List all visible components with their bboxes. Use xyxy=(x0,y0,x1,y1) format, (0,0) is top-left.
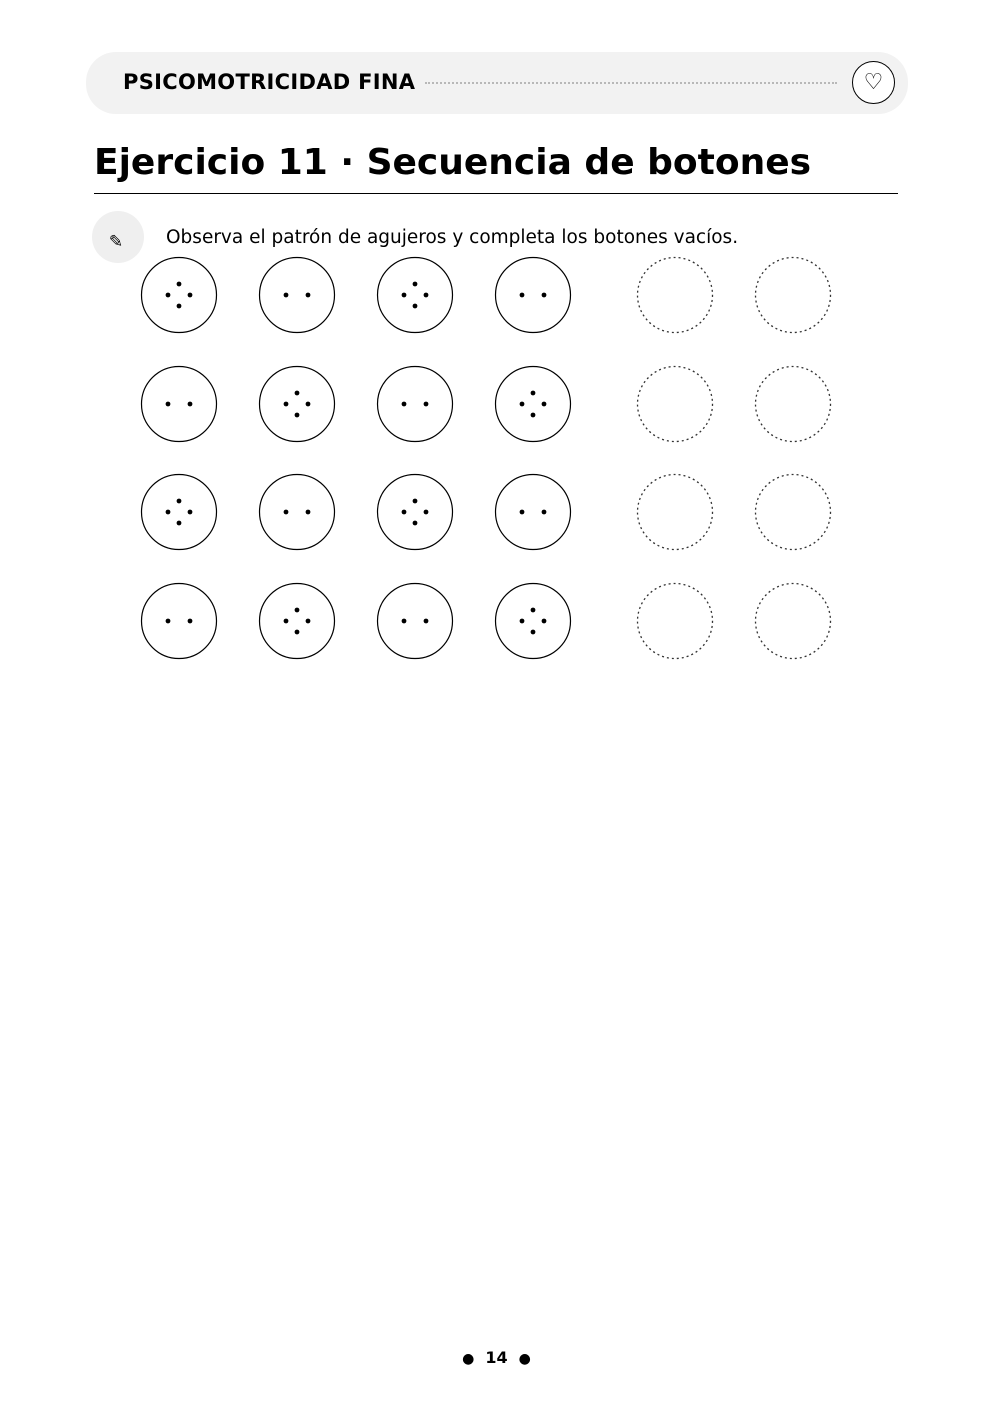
page-footer xyxy=(0,1348,993,1367)
button-hole xyxy=(531,391,536,396)
button-hole xyxy=(284,510,289,515)
button-outline xyxy=(378,258,453,333)
button-hole xyxy=(413,282,418,287)
button-2-holes xyxy=(496,258,571,333)
button-4-holes xyxy=(260,584,335,659)
button-outline xyxy=(496,475,571,550)
pencil-icon: ✎ xyxy=(92,211,144,263)
button-outline xyxy=(496,258,571,333)
button-hole xyxy=(402,293,407,298)
empty-button-slot[interactable] xyxy=(638,258,713,333)
button-hole xyxy=(306,510,311,515)
dotted-circle xyxy=(638,475,713,550)
button-2-holes xyxy=(142,367,217,442)
button-hole xyxy=(413,499,418,504)
button-outline xyxy=(378,367,453,442)
dotted-circle xyxy=(756,367,831,442)
button-hole xyxy=(177,521,182,526)
empty-button-slot[interactable] xyxy=(638,367,713,442)
button-2-holes xyxy=(378,367,453,442)
button-hole xyxy=(402,402,407,407)
button-hole xyxy=(295,630,300,635)
button-hole xyxy=(413,521,418,526)
button-hole xyxy=(520,402,525,407)
button-outline xyxy=(142,584,217,659)
button-hole xyxy=(306,619,311,624)
dotted-circle xyxy=(756,258,831,333)
button-outline xyxy=(378,584,453,659)
button-hole xyxy=(520,293,525,298)
footer-bullet-left: ● xyxy=(462,1351,475,1367)
button-hole xyxy=(284,402,289,407)
button-outline xyxy=(260,475,335,550)
button-outline xyxy=(496,367,571,442)
button-2-holes xyxy=(378,584,453,659)
button-outline xyxy=(142,367,217,442)
button-4-holes xyxy=(378,475,453,550)
button-hole xyxy=(295,391,300,396)
button-hole xyxy=(520,510,525,515)
button-hole xyxy=(188,402,193,407)
button-hole xyxy=(188,510,193,515)
empty-button-slot[interactable] xyxy=(756,367,831,442)
button-4-holes xyxy=(260,367,335,442)
button-hole xyxy=(177,282,182,287)
button-hole xyxy=(402,619,407,624)
button-hole xyxy=(166,293,171,298)
footer-bullet-right: ● xyxy=(518,1351,531,1367)
button-2-holes xyxy=(260,475,335,550)
page-number: 14 xyxy=(485,1348,508,1367)
button-hole xyxy=(424,402,429,407)
heart-icon: ♡ xyxy=(852,61,895,104)
button-outline xyxy=(142,475,217,550)
button-hole xyxy=(520,619,525,624)
button-2-holes xyxy=(142,584,217,659)
button-hole xyxy=(188,619,193,624)
section-label: PSICOMOTRICIDAD FINA xyxy=(123,70,416,94)
button-outline xyxy=(142,258,217,333)
button-hole xyxy=(402,510,407,515)
exercise-title: Ejercicio 11 · Secuencia de botones xyxy=(94,142,812,183)
button-2-holes xyxy=(496,475,571,550)
button-hole xyxy=(424,510,429,515)
button-hole xyxy=(295,413,300,418)
button-4-holes xyxy=(496,367,571,442)
empty-button-slot[interactable] xyxy=(756,584,831,659)
button-outline xyxy=(378,475,453,550)
button-hole xyxy=(424,619,429,624)
button-outline xyxy=(260,367,335,442)
button-outline xyxy=(496,584,571,659)
button-hole xyxy=(306,402,311,407)
button-hole xyxy=(531,413,536,418)
dotted-circle xyxy=(638,367,713,442)
button-hole xyxy=(295,608,300,613)
button-hole xyxy=(177,304,182,309)
button-hole xyxy=(284,619,289,624)
dotted-circle xyxy=(638,258,713,333)
button-hole xyxy=(284,293,289,298)
dotted-circle xyxy=(756,475,831,550)
button-2-holes xyxy=(260,258,335,333)
button-4-holes xyxy=(496,584,571,659)
button-hole xyxy=(424,293,429,298)
empty-button-slot[interactable] xyxy=(756,258,831,333)
button-hole xyxy=(531,630,536,635)
button-hole xyxy=(531,608,536,613)
button-hole xyxy=(166,402,171,407)
button-4-holes xyxy=(142,475,217,550)
button-4-holes xyxy=(142,258,217,333)
button-hole xyxy=(177,499,182,504)
button-hole xyxy=(542,402,547,407)
empty-button-slot[interactable] xyxy=(756,475,831,550)
empty-button-slot[interactable] xyxy=(638,475,713,550)
buttons-grid xyxy=(0,0,993,700)
button-hole xyxy=(306,293,311,298)
instruction-text: Observa el patrón de agujeros y completa los botones vacíos. xyxy=(166,227,739,248)
button-outline xyxy=(260,258,335,333)
button-hole xyxy=(542,619,547,624)
button-hole xyxy=(188,293,193,298)
button-outline xyxy=(260,584,335,659)
button-4-holes xyxy=(378,258,453,333)
button-hole xyxy=(413,304,418,309)
button-hole xyxy=(542,293,547,298)
button-hole xyxy=(166,619,171,624)
empty-button-slot[interactable] xyxy=(638,584,713,659)
dotted-circle xyxy=(756,584,831,659)
button-hole xyxy=(166,510,171,515)
dotted-circle xyxy=(638,584,713,659)
button-hole xyxy=(542,510,547,515)
